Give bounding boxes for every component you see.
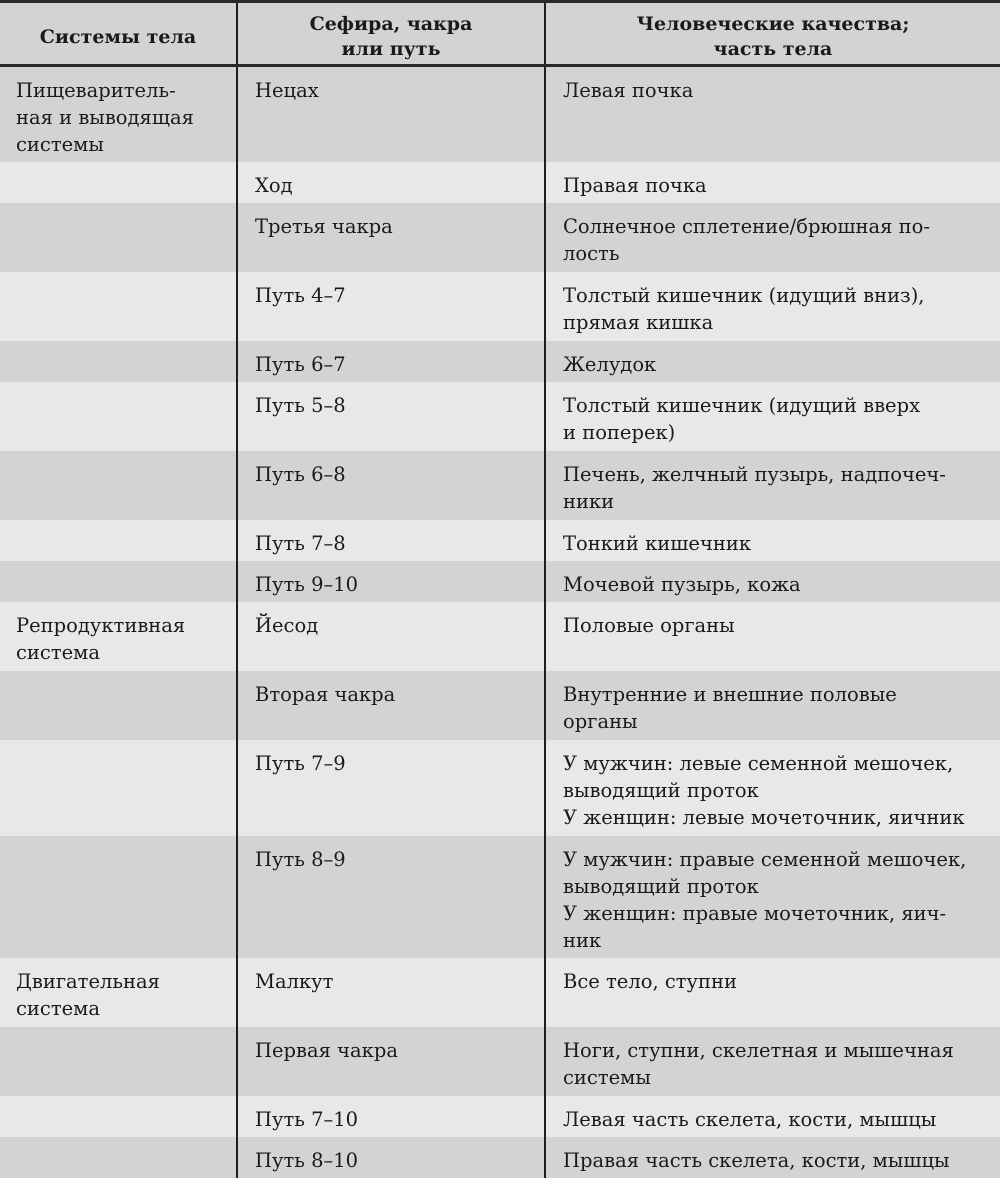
- cell-body-part: Солнечное сплетение/брюшная по- лость: [545, 203, 1000, 272]
- cell-system: [0, 1137, 237, 1178]
- cell-sefira: Путь 8–10: [237, 1137, 545, 1178]
- cell-sefira: Ход: [237, 162, 545, 203]
- cell-system: [0, 451, 237, 520]
- cell-body-part: Все тело, ступни: [545, 958, 1000, 1027]
- table-row: [0, 382, 1000, 451]
- cell-sefira: Путь 7–9: [237, 740, 545, 836]
- cell-system: Пищеваритель- ная и выводящая системы: [16, 79, 194, 156]
- table-row: [0, 272, 1000, 341]
- cell-system: [0, 272, 237, 341]
- table-row: [0, 162, 1000, 203]
- table-row: [0, 1096, 1000, 1137]
- cell-sefira: Путь 6–8: [237, 451, 545, 520]
- cell-body-part: Тонкий кишечник: [545, 520, 1000, 561]
- cell-system: [0, 1096, 237, 1137]
- cell-system: Двигательная система: [16, 969, 160, 1020]
- cell-sefira: Нецах: [237, 66, 545, 162]
- table-row: [0, 740, 1000, 836]
- table-row: [0, 66, 1000, 162]
- cell-system: [0, 561, 237, 602]
- cell-system: [0, 836, 237, 958]
- table-row: [0, 671, 1000, 740]
- table-row: [0, 836, 1000, 958]
- cell-sefira: Путь 6–7: [237, 341, 545, 382]
- cell-system: [0, 520, 237, 561]
- cell-body-part: Внутренние и внешние половые органы: [545, 671, 1000, 740]
- cell-body-part: У мужчин: левые семенной мешочек, выводящий проток У женщин: левые мочеточник, яичник: [545, 740, 1000, 836]
- cell-sefira: Путь 7–8: [237, 520, 545, 561]
- table-row: [0, 1137, 1000, 1178]
- cell-system: [0, 162, 237, 203]
- cell-sefira: Путь 4–7: [237, 272, 545, 341]
- table-row: [0, 203, 1000, 272]
- cell-body-part: Мочевой пузырь, кожа: [545, 561, 1000, 602]
- cell-body-part: Толстый кишечник (идущий вниз), прямая кишка: [545, 272, 1000, 341]
- cell-body-part: Печень, желчный пузырь, надпочеч- ники: [545, 451, 1000, 520]
- cell-sefira: Третья чакра: [237, 203, 545, 272]
- table-row: [0, 958, 1000, 1027]
- cell-sefira: Малкут: [237, 958, 545, 1027]
- table-row: [0, 602, 1000, 671]
- cell-system: [0, 1027, 237, 1096]
- cell-system: [0, 382, 237, 451]
- cell-sefira: Путь 8–9: [237, 836, 545, 958]
- cell-sefira: Вторая чакра: [237, 671, 545, 740]
- cell-body-part: Правая почка: [545, 162, 1000, 203]
- cell-system: [0, 671, 237, 740]
- cell-body-part: Левая часть скелета, кости, мышцы: [545, 1096, 1000, 1137]
- header-systems: Системы тела: [39, 25, 197, 48]
- cell-body-part: Правая часть скелета, кости, мышцы: [545, 1137, 1000, 1178]
- cell-system: [0, 203, 237, 272]
- cell-sefira: Йесод: [237, 602, 545, 671]
- cell-sefira: Путь 7–10: [237, 1096, 545, 1137]
- cell-sefira: Первая чакра: [237, 1027, 545, 1096]
- cell-body-part: У мужчин: правые семенной мешочек, выводящий проток У женщин: правые мочеточник, яич- ник: [545, 836, 1000, 958]
- cell-sefira: Путь 5–8: [237, 382, 545, 451]
- cell-system: [0, 740, 237, 836]
- table-row: [0, 561, 1000, 602]
- header-sefira: Сефира, чакра или путь: [237, 2, 545, 66]
- cell-system: [0, 341, 237, 382]
- cell-body-part: Левая почка: [545, 66, 1000, 162]
- cell-body-part: Половые органы: [545, 602, 1000, 671]
- table-header-row: [0, 2, 1000, 66]
- cell-sefira: Путь 9–10: [237, 561, 545, 602]
- table-row: [0, 451, 1000, 520]
- table-row: [0, 520, 1000, 561]
- table-row: [0, 341, 1000, 382]
- table-row: [0, 1027, 1000, 1096]
- cell-system: Репродуктивная система: [16, 613, 186, 664]
- cell-body-part: Ноги, ступни, скелетная и мышечная системы: [545, 1027, 1000, 1096]
- cell-body-part: Толстый кишечник (идущий вверх и поперек): [545, 382, 1000, 451]
- cell-body-part: Желудок: [545, 341, 1000, 382]
- header-qualities: Человеческие качества; часть тела: [545, 2, 1000, 66]
